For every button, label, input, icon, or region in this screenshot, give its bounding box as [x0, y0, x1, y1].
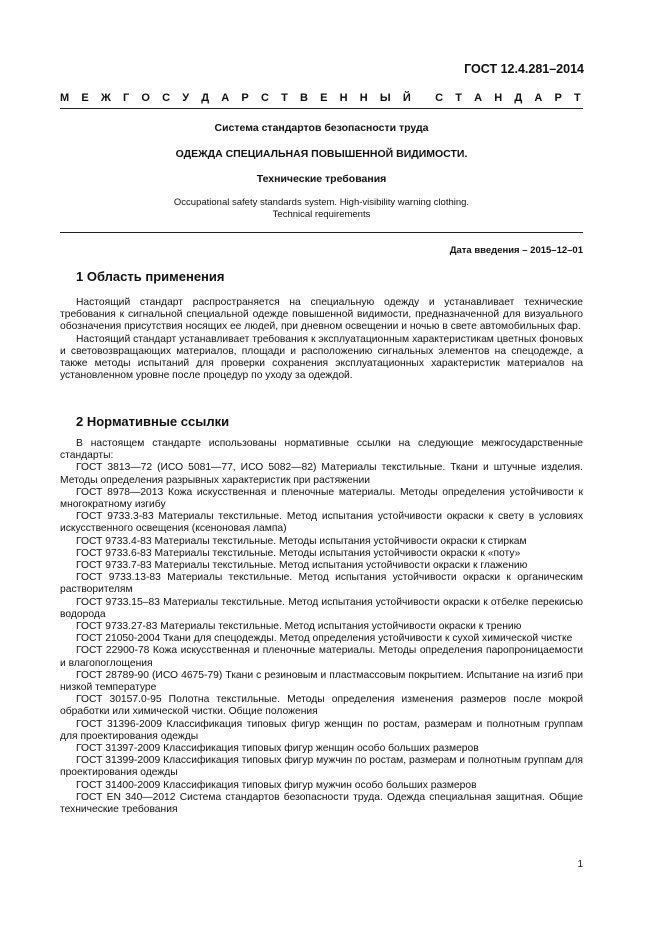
paragraph: Настоящий стандарт распространяется на специальную одежду и устанавливает технические требования к сигнальной специальной одежде повышенной видимости, предназначенной для визуального обозначения присутствия носящих ее людей, при дневном освещении и ночью в свете автомобильных фар.: [60, 297, 583, 333]
section-heading-normative-references: 2 Нормативные ссылки: [76, 414, 230, 429]
paragraph: Настоящий стандарт устанавливает требования к эксплуатационным характеристикам цветных фоновых и световозвращающих материалов, площади и расположению сигнальных элементов на спецодежде, а также методы испытаний для проверки сохранения эксплуатационных характеристик материалов на установленном уровне после процедур по уходу за одеждой.: [60, 333, 583, 382]
banner-letter: С: [435, 92, 444, 104]
banner-letter: Т: [574, 92, 581, 104]
banner-letter: А: [221, 92, 230, 104]
banner-letter: Н: [494, 92, 503, 104]
banner-letter: Г: [122, 92, 130, 104]
section-body-normative-references: [60, 438, 583, 816]
banner-letter: Ы: [379, 92, 391, 104]
banner-letter: Д: [514, 92, 523, 104]
section-heading-scope: 1 Область применения: [76, 269, 225, 284]
banner-letter: А: [474, 92, 483, 104]
english-title-line: Occupational safety standards system. High-visibility warning clothing.: [173, 197, 470, 208]
interstate-standard-banner: [60, 92, 581, 104]
reference-item: ГОСТ 22900-78 Кожа искусственная и пленочные материалы. Методы определения паропроницаемости и влагопоглощения: [60, 645, 583, 669]
banner-letter: С: [260, 92, 269, 104]
standards-system-title: Система стандартов безопасности труда: [214, 122, 429, 134]
english-title: [60, 197, 583, 221]
reference-item: ГОСТ 9733.6-83 Материалы текстильные. Методы испытания устойчивости окраски к «поту»: [76, 547, 521, 559]
banner-letter: Ж: [100, 92, 111, 104]
reference-item: ГОСТ 21050-2004 Ткани для спецодежды. Метод определения устойчивости к сухой химической чистке: [76, 633, 573, 645]
reference-item: ГОСТ 31399-2009 Классификация типовых фигур мужчин по ростам, размерам и полнотным группам для проектирования одежды: [60, 755, 583, 779]
section-body-scope: [60, 297, 583, 382]
reference-item: ГОСТ 31396-2009 Классификация типовых фигур женщин по ростам, размерам и полнотным группам для проектирования одежды: [60, 718, 583, 742]
reference-item: ГОСТ 3813—72 (ИСО 5081—77, ИСО 5082—82) Материалы текстильные. Ткани и штучные изделия. Методы определения разрывных характеристик при растяжении: [60, 462, 583, 486]
reference-item: ГОСТ 9733.13-83 Материалы текстильные. Метод испытания устойчивости окраски к органическим растворителям: [60, 572, 583, 596]
banner-letter: Е: [81, 92, 89, 104]
page-number: 1: [577, 859, 583, 870]
banner-letter: У: [182, 92, 190, 104]
reference-item: ГОСТ 9733.15–83 Материалы текстильные. Метод испытания устойчивости окраски к отбелке перекисью водорода: [60, 596, 583, 620]
banner-letter: В: [299, 92, 308, 104]
effective-date: Дата введения – 2015–12–01: [449, 245, 583, 256]
banner-letter: Т: [455, 92, 462, 104]
header-divider: [60, 108, 583, 109]
banner-letter: Т: [281, 92, 288, 104]
document-title: ОДЕЖДА СПЕЦИАЛЬНАЯ ПОВЫШЕННОЙ ВИДИМОСТИ.: [175, 148, 468, 160]
reference-item: ГОСТ EN 340—2012 Система стандартов безопасности труда. Одежда специальная защитная. Общие технические требования: [60, 791, 583, 816]
banner-letter: Р: [241, 92, 249, 104]
banner-letter: Н: [359, 92, 368, 104]
banner-letter: Р: [554, 92, 562, 104]
reference-item: ГОСТ 31397-2009 Классификация типовых фигур женщин особо больших размеров: [76, 743, 479, 755]
document-subtitle: Технические требования: [256, 173, 387, 185]
document-code: ГОСТ 12.4.281–2014: [464, 62, 584, 76]
banner-letter: А: [534, 92, 543, 104]
reference-item: ГОСТ 8978—2013 Кожа искусственная и пленочные материалы. Методы определения устойчивости к многократному изгибу: [60, 486, 583, 511]
banner-letter: С: [162, 92, 171, 104]
reference-item: ГОСТ 9733.27-83 Материалы текстильные. Метод испытания устойчивости окраски к трению: [76, 621, 522, 633]
reference-item: ГОСТ 28789-90 (ИСО 4675-79) Ткани с резиновым и пластмассовым покрытием. Испытание на изгиб при низкой температуре: [60, 669, 583, 694]
banner-letter: М: [60, 92, 70, 104]
english-title-line: Technical requirements: [272, 209, 371, 220]
title-divider: [60, 232, 583, 233]
banner-letter: Е: [320, 92, 328, 104]
banner-letter: Д: [201, 92, 210, 104]
reference-item: ГОСТ 30157.0-95 Полотна текстильные. Методы определения изменения размеров после мокрой обработки или химической чистки. Общие положения: [60, 694, 583, 718]
reference-item: ГОСТ 9733.4-83 Материалы текстильные. Методы испытания устойчивости окраски к стиркам: [76, 535, 527, 547]
reference-item: ГОСТ 31400-2009 Классификация типовых фигур мужчин особо больших размеров: [76, 779, 477, 791]
banner-letter: О: [141, 92, 150, 104]
reference-item: ГОСТ 9733.3-83 Материалы текстильные. Метод испытания устойчивости окраски к свету в условиях искусственного освещения (ксеноновая лампа): [60, 511, 583, 535]
banner-letter: Н: [339, 92, 348, 104]
banner-letter: Й: [402, 92, 411, 104]
paragraph: В настоящем стандарте использованы нормативные ссылки на следующие межгосударственные стандарты:: [60, 438, 583, 462]
reference-item: ГОСТ 9733.7-83 Материалы текстильные. Метод испытания устойчивости окраски к глажению: [76, 560, 528, 572]
